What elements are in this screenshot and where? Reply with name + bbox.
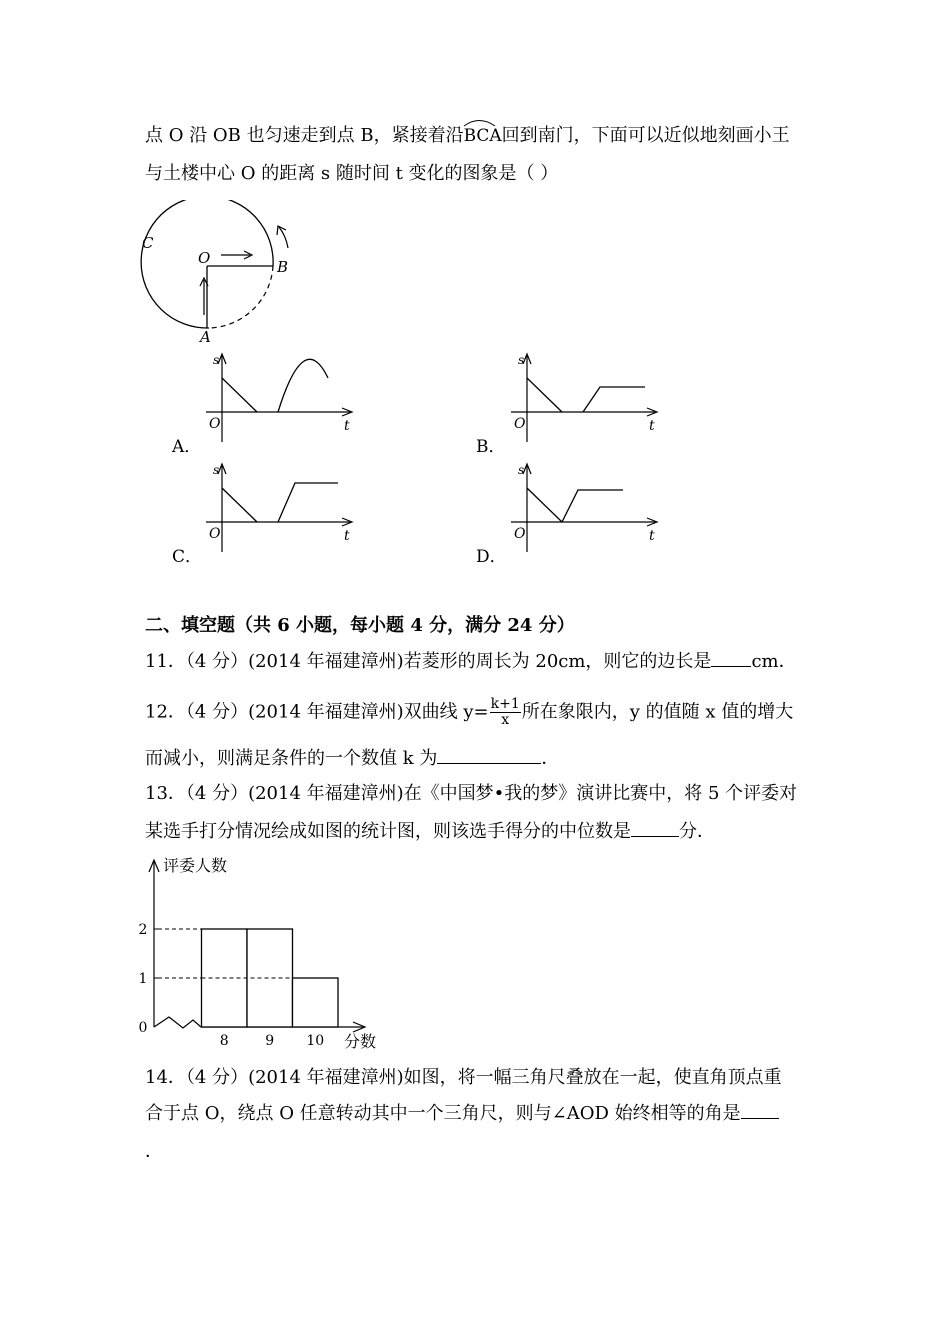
section-heading: 二、填空题（共 6 小题，每小题 4 分，满分 24 分） [145, 615, 575, 636]
label-b: B [277, 258, 289, 276]
q10-text-b: 回到南门，下面可以近似地刻画小王 [501, 125, 790, 146]
q11-answer-blank[interactable] [711, 650, 751, 667]
label-o: O [198, 249, 211, 267]
option-curve-flat-low [583, 387, 645, 412]
option-s-label: s [518, 463, 525, 477]
q10-arc-label [464, 124, 502, 148]
option-curve-descend [222, 488, 257, 522]
option-o-label: O [209, 526, 221, 542]
option-s-label: s [518, 353, 525, 367]
tulou-figure [138, 200, 318, 350]
option-curve-descend [527, 378, 562, 412]
q11-text-a: 11．（4 分）(2014 年福建漳州)若菱形的周长为 20cm，则它的边长是 [145, 651, 712, 672]
q13-answer-blank[interactable] [631, 820, 679, 837]
q12-line2-b: ． [541, 748, 560, 769]
q11-line [145, 650, 797, 674]
q14-line1: 14．（4 分）(2014 年福建漳州)如图，将一幅三角尺叠放在一起，使直角顶点重 [145, 1067, 782, 1088]
q12-fraction [490, 697, 521, 728]
q14-answer-blank[interactable] [741, 1102, 779, 1119]
q12-frac-den: x [501, 712, 510, 728]
option-label-0[interactable]: A． [172, 437, 202, 457]
q13-line1: 13．（4 分）(2014 年福建漳州)在《中国梦•我的梦》演讲比赛中，将 5 个评委对 [145, 783, 798, 804]
option-t-label: t [344, 528, 350, 544]
label-a: A [200, 328, 211, 346]
q12-text-b: 所在象限内，y 的值随 x 值的增大 [521, 701, 794, 723]
option-o-label: O [514, 526, 526, 542]
arrow-arc-icon [277, 226, 288, 248]
option-graph-0 [200, 350, 360, 445]
y-axis [149, 860, 159, 1027]
q13-line2-a: 某选手打分情况绘成如图的统计图，则该选手得分的中位数是 [145, 821, 631, 842]
q10-line2: 与土楼中心 O 的距离 s 随时间 t 变化的图象是（ ） [145, 163, 559, 184]
option-s-label: s [213, 353, 220, 367]
y-axis-label: 评委人数 [163, 856, 228, 875]
x-tick-label: 9 [265, 1033, 275, 1049]
q10-arc-text: BCA [463, 126, 502, 146]
q12-frac-num: k+1 [490, 696, 520, 712]
q13-line2 [145, 820, 715, 844]
bars-group [202, 929, 339, 1027]
q10-text-a: 点 O 沿 OB 也匀速走到点 B，紧接着沿 [145, 125, 464, 146]
option-o-label: O [514, 416, 526, 432]
arc-mark-icon [463, 117, 497, 127]
option-label-1[interactable]: B． [476, 437, 506, 457]
option-o-label: O [209, 416, 221, 432]
y-tick-label: 0 [138, 1020, 148, 1036]
option-graph-3 [505, 460, 665, 555]
option-x-axis [511, 518, 657, 526]
option-t-label: t [649, 418, 655, 434]
q12-line2 [145, 747, 559, 771]
q14-line2 [145, 1102, 779, 1126]
q14-line2-text: 合于点 O，绕点 O 任意转动其中一个三角尺，则与∠AOD 始终相等的角是 [145, 1103, 741, 1124]
option-curve-descend [527, 488, 562, 522]
q12-answer-blank[interactable] [437, 747, 541, 764]
option-curve-arc [278, 359, 328, 412]
option-t-label: t [649, 528, 655, 544]
y-tick-label: 1 [138, 971, 148, 987]
option-graph-1 [505, 350, 665, 445]
tulou-dashed-arc [209, 266, 273, 328]
y-tick-label: 2 [138, 922, 148, 938]
score-histogram [135, 850, 395, 1055]
option-curve-flat-high [278, 483, 338, 522]
q12-text-a: 12．（4 分）(2014 年福建漳州)双曲线 y= [145, 701, 489, 723]
arrow-right-icon [221, 251, 252, 259]
x-axis-label: 分数 [344, 1032, 377, 1051]
option-label-3[interactable]: D． [476, 547, 507, 567]
option-x-axis [511, 408, 657, 416]
label-c: C [142, 234, 154, 252]
option-label-2[interactable]: C． [172, 547, 203, 567]
q14-line3: ． [145, 1141, 163, 1162]
q11-text-b: cm． [751, 651, 797, 672]
q12-line1 [145, 697, 793, 728]
bar-10 [293, 978, 339, 1027]
q12-line2-a: 而减小，则满足条件的一个数值 k 为 [145, 748, 438, 769]
q13-line2-b: 分． [679, 821, 715, 842]
x-tick-label: 10 [306, 1033, 325, 1049]
option-graph-2 [200, 460, 360, 555]
option-t-label: t [344, 418, 350, 434]
option-curve-descend [222, 378, 257, 412]
axis-break-icon [154, 1017, 201, 1028]
x-tick-label: 8 [219, 1033, 229, 1049]
option-s-label: s [213, 463, 220, 477]
option-curve-touch-rise [562, 490, 623, 522]
q10-line1 [145, 124, 790, 148]
